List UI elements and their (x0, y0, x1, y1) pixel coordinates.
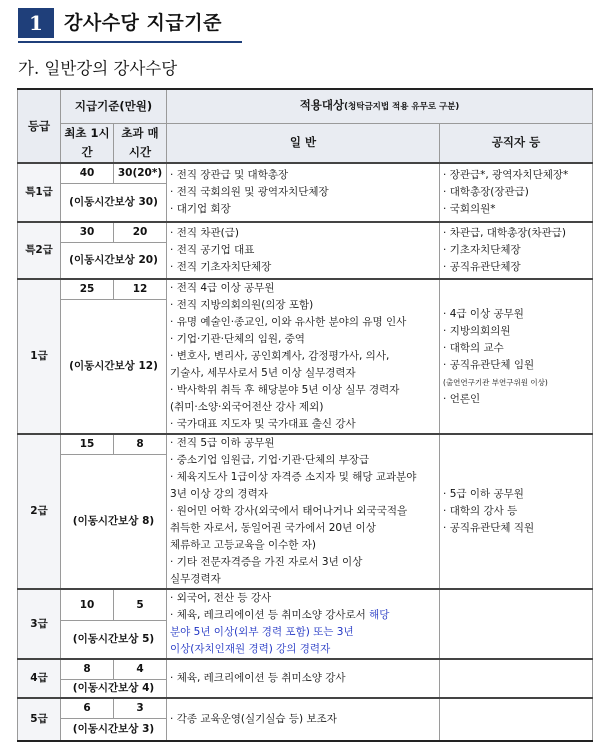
public-targets (440, 434, 593, 589)
header-target-label: 적용대상 (299, 97, 345, 112)
list-item: · 대학의 교수 (443, 341, 504, 354)
list-item: · 전직 5급 이하 공무원 (170, 437, 275, 449)
list-item: · 외국어, 전산 등 강사 (170, 592, 272, 604)
extra-hour-fee: 3 (114, 698, 167, 719)
travel-compensation: (이동시간보상 30) (61, 184, 167, 222)
public-targets (440, 698, 593, 741)
list-item: · 유명 예술인·종교인, 이와 유사한 분야의 유명 인사 (170, 316, 407, 328)
public-targets (440, 659, 593, 698)
first-hour-fee: 10 (61, 589, 114, 621)
header-general: 일 반 (167, 123, 440, 163)
grade-cell: 2급 (18, 434, 61, 589)
list-item: · 언론인 (443, 392, 481, 405)
first-hour-fee: 30 (61, 222, 114, 243)
first-hour-fee: 15 (61, 434, 114, 455)
first-hour-fee: 25 (61, 279, 114, 300)
grade-cell: 3급 (18, 589, 61, 659)
extra-hour-fee: 4 (114, 659, 167, 680)
highlighted-text: 해당 (369, 609, 390, 621)
list-item: · 중소기업 임원급, 기업·기관·단체의 부장급 (170, 454, 370, 466)
header-grade: 등급 (18, 89, 61, 163)
extra-hour-fee: 12 (114, 279, 167, 300)
list-item: · 전직 공기업 대표 (170, 243, 255, 256)
travel-compensation: (이동시간보상 5) (61, 621, 167, 659)
extra-hour-fee: 8 (114, 434, 167, 455)
header-target (167, 89, 593, 123)
first-hour-fee: 6 (61, 698, 114, 719)
subsection-title: 가. 일반강의 강사수당 (18, 59, 178, 78)
grade-cell: 특1급 (18, 163, 61, 222)
public-targets (440, 163, 593, 222)
table-row (18, 222, 593, 243)
list-item: · 체육지도사 1급이상 자격증 소지자 및 해당 교과분야 (170, 471, 417, 483)
list-item: · 기타 전문자격증을 가진 자로서 3년 이상 (170, 556, 363, 568)
list-item: · 국가대표 지도자 및 국가대표 출신 강사 (170, 418, 356, 430)
list-item: · 지방의회의원 (443, 324, 511, 337)
list-item: · 각종 교육운영(실기실습 등) 보조자 (170, 712, 337, 725)
list-item: · 전직 기초자치단체장 (170, 260, 272, 273)
extra-hour-fee: 30(20*) (114, 163, 167, 184)
list-item: · 체육, 레크리에이션 등 취미소양 강사로서 해당 (170, 609, 390, 621)
list-item: · 전직 국회의원 및 광역자치단체장 (170, 185, 329, 198)
first-hour-fee: 40 (61, 163, 114, 184)
travel-compensation: (이동시간보상 8) (61, 455, 167, 590)
section-number-badge: 1 (18, 8, 54, 38)
public-targets (440, 279, 593, 434)
extra-hour-fee: 20 (114, 222, 167, 243)
table-row (18, 659, 593, 680)
table-row (18, 589, 593, 621)
list-item: · 차관급, 대학총장(차관급) (443, 226, 566, 239)
list-item-note: (출연연구기관 부연구위원 이상) (443, 377, 548, 387)
general-targets (167, 222, 440, 280)
extra-hour-fee: 5 (114, 589, 167, 621)
list-item: (취미·소양·외국어전산 강사 제외) (170, 401, 324, 413)
grade-cell: 특2급 (18, 222, 61, 280)
highlighted-text: 분야 5년 이상(외부 경력 포함) 또는 3년 (170, 626, 354, 638)
list-item: · 공직유관단체 임원 (443, 358, 535, 371)
list-item: · 박사학위 취득 후 해당분야 5년 이상 실무 경력자 (170, 384, 400, 396)
list-item: · 공직유관단체 직원 (443, 522, 535, 534)
public-targets (440, 222, 593, 280)
section-heading (18, 8, 242, 38)
list-item: · 전직 장관급 및 대학총장 (170, 168, 289, 181)
general-targets (167, 698, 440, 741)
list-item: · 기업·기관·단체의 임원, 중역 (170, 333, 305, 345)
list-item: · 5급 이하 공무원 (443, 488, 524, 500)
list-item: · 대기업 회장 (170, 202, 231, 215)
travel-compensation: (이동시간보상 12) (61, 300, 167, 435)
general-targets (167, 589, 440, 659)
header-public-official: 공직자 등 (440, 123, 593, 163)
travel-compensation: (이동시간보상 20) (61, 242, 167, 279)
header-target-note: (청탁금지법 적용 유무로 구분) (344, 101, 460, 112)
list-item: 실무경력자 (170, 573, 221, 585)
list-item: 3년 이상 강의 경력자 (170, 488, 268, 500)
general-targets (167, 434, 440, 589)
travel-compensation: (이동시간보상 4) (61, 680, 167, 699)
list-item: · 원어민 어학 강사(외국에서 태어나거나 외국국적을 (170, 505, 408, 517)
list-item: 기술사, 세무사로서 5년 이상 실무경력자 (170, 367, 356, 379)
lecture-fee-table (17, 88, 593, 742)
list-item: · 4급 이상 공무원 (443, 307, 524, 320)
table-row (18, 163, 593, 184)
list-item: · 장관급*, 광역자치단체장* (443, 168, 569, 181)
header-rate: 지급기준(만원) (61, 89, 167, 123)
grade-cell: 4급 (18, 659, 61, 698)
first-hour-fee: 8 (61, 659, 114, 680)
general-targets (167, 163, 440, 222)
list-item: 취득한 자로서, 동일어권 국가에서 20년 이상 (170, 522, 376, 534)
list-item: · 변호사, 변리사, 공인회계사, 감정평가사, 의사, (170, 350, 390, 362)
list-item: · 대학의 강사 등 (443, 505, 518, 517)
highlighted-text: 이상(자치인재원 경력) 강의 경력자 (170, 643, 331, 655)
table-row (18, 698, 593, 719)
list-item: 체류하고 고등교육을 이수한 자) (170, 539, 316, 551)
table-row (18, 279, 593, 300)
list-item: · 국회의원* (443, 202, 496, 215)
travel-compensation: (이동시간보상 3) (61, 719, 167, 741)
list-item: · 전직 4급 이상 공무원 (170, 282, 275, 294)
list-item: · 대학총장(장관급) (443, 185, 529, 198)
general-targets (167, 659, 440, 698)
list-item: · 전직 차관(급) (170, 226, 239, 239)
list-item: · 공직유관단체장 (443, 260, 521, 273)
grade-cell: 5급 (18, 698, 61, 741)
list-item: · 전직 지방의회의원(의장 포함) (170, 299, 314, 311)
list-item: · 기초자치단체장 (443, 243, 521, 256)
general-targets (167, 279, 440, 434)
section-title: 강사수당 지급기준 (64, 12, 222, 34)
table-row (18, 434, 593, 455)
header-first-hour: 최초 1시간 (61, 123, 114, 163)
section-underline (18, 41, 242, 43)
header-extra-hour: 초과 매시간 (114, 123, 167, 163)
list-item: · 체육, 레크리에이션 등 취미소양 강사 (170, 672, 346, 684)
public-targets (440, 589, 593, 659)
grade-cell: 1급 (18, 279, 61, 434)
